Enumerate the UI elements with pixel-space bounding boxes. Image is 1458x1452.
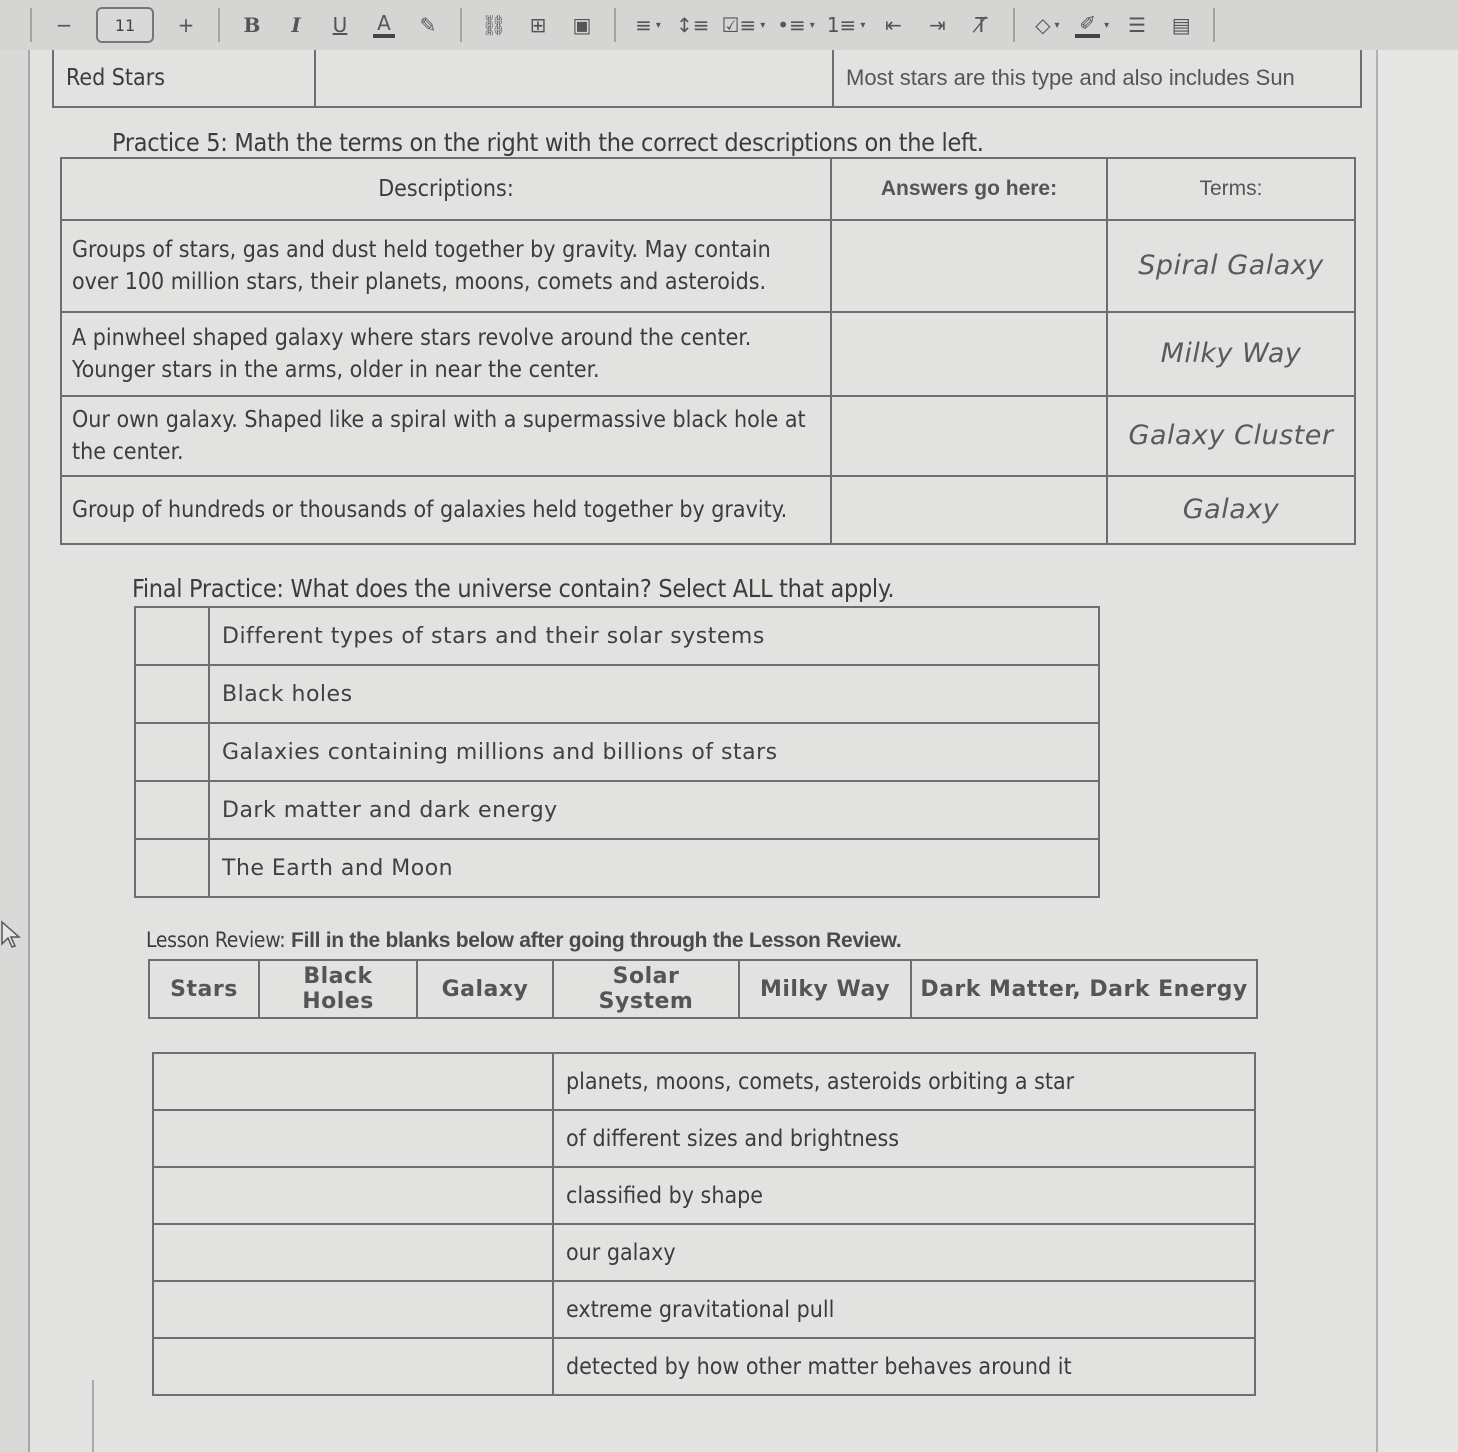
- select-checkbox-cell[interactable]: [135, 665, 209, 723]
- align-left-icon: ≡: [635, 13, 652, 37]
- pencil-icon: ✐: [1075, 12, 1100, 38]
- checklist-icon: ☑≡: [721, 13, 757, 37]
- final-practice-title: Final Practice: What does the universe contain? Select ALL that apply.: [132, 574, 895, 603]
- word-bank-item: Dark Matter, Dark Energy: [911, 960, 1257, 1018]
- blank-answer-cell[interactable]: [153, 1053, 553, 1110]
- underline-button[interactable]: U: [332, 13, 348, 37]
- toolbar-divider: [460, 8, 462, 42]
- table-cell[interactable]: Red Stars: [53, 50, 315, 107]
- table-cell[interactable]: [315, 50, 833, 107]
- clue-text: extreme gravitational pull: [553, 1281, 1255, 1338]
- table-row: [61, 396, 1355, 476]
- font-size-input[interactable]: 11: [96, 7, 154, 43]
- increase-indent-icon[interactable]: ⇥: [928, 13, 946, 37]
- table-row: [135, 723, 1099, 781]
- table-row: [153, 1338, 1255, 1395]
- blank-answer-cell[interactable]: [153, 1110, 553, 1167]
- page-margin-line: [28, 50, 30, 1452]
- clue-text: detected by how other matter behaves around it: [553, 1338, 1255, 1395]
- chevron-down-icon: ▾: [860, 19, 866, 31]
- answer-cell[interactable]: [831, 476, 1107, 544]
- text-color-icon: A: [373, 12, 395, 38]
- column-header-terms: Terms:: [1107, 158, 1355, 220]
- chevron-down-icon: ▾: [1054, 19, 1060, 31]
- bulleted-list-icon: •≡: [777, 13, 806, 37]
- term-cell: Galaxy Cluster: [1107, 396, 1355, 476]
- table-header-row: [61, 158, 1355, 220]
- page-margin-line: [1376, 50, 1378, 1452]
- table-row: [153, 1053, 1255, 1110]
- page-margin-line: [92, 1380, 94, 1452]
- table-row: [61, 476, 1355, 544]
- select-checkbox-cell[interactable]: [135, 723, 209, 781]
- blank-answer-cell[interactable]: [153, 1281, 553, 1338]
- select-checkbox-cell[interactable]: [135, 607, 209, 665]
- table-row: [135, 839, 1099, 897]
- insert-image-icon[interactable]: ▣: [572, 13, 592, 37]
- chevron-down-icon: ▾: [809, 19, 815, 31]
- page-gutter: [1378, 50, 1458, 1452]
- chevron-down-icon: ▾: [760, 19, 766, 31]
- clue-text: planets, moons, comets, asteroids orbiting a star: [553, 1053, 1255, 1110]
- toolbar-divider: [1213, 8, 1215, 42]
- table-cell[interactable]: Most stars are this type and also includes Sun: [833, 50, 1361, 107]
- option-text: Black holes: [209, 665, 1099, 723]
- table-row: [53, 50, 1361, 107]
- italic-button[interactable]: I: [291, 13, 301, 37]
- decrease-font-size-button[interactable]: −: [55, 13, 73, 37]
- column-header-answers: Answers go here:: [831, 158, 1107, 220]
- table-row: [153, 1167, 1255, 1224]
- term-cell: Galaxy: [1107, 476, 1355, 544]
- link-icon[interactable]: ⛓: [481, 13, 507, 37]
- description-cell: A pinwheel shaped galaxy where stars revolve around the center. Younger stars in the arms, older in near the center.: [61, 312, 831, 396]
- table-row: [153, 1110, 1255, 1167]
- clear-formatting-icon[interactable]: T̸: [975, 13, 988, 37]
- toolbar-divider: [1013, 8, 1015, 42]
- option-text: Dark matter and dark energy: [209, 781, 1099, 839]
- bulleted-list-button[interactable]: [777, 7, 815, 43]
- description-cell: Groups of stars, gas and dust held together by gravity. May contain over 100 million stars, their planets, moons, comets and asteroids.: [61, 220, 831, 312]
- word-bank-item: Milky Way: [739, 960, 911, 1018]
- table-row: [153, 1224, 1255, 1281]
- border-dash-icon[interactable]: ▤: [1171, 13, 1191, 37]
- toolbar-divider: [30, 8, 32, 42]
- word-bank-item: Black Holes: [259, 960, 417, 1018]
- word-bank-item: Solar System: [553, 960, 739, 1018]
- fill-in-blanks-table: [152, 1052, 1256, 1396]
- paint-bucket-icon: ◇: [1035, 13, 1051, 37]
- toolbar-divider: [614, 8, 616, 42]
- option-text: Different types of stars and their solar systems: [209, 607, 1099, 665]
- option-text: Galaxies containing millions and billions of stars: [209, 723, 1099, 781]
- lesson-review-prefix: Lesson Review:: [146, 928, 292, 952]
- numbered-list-button[interactable]: [827, 7, 866, 43]
- border-width-icon[interactable]: ☰: [1128, 13, 1147, 37]
- align-button[interactable]: [632, 7, 664, 43]
- clue-text: our galaxy: [553, 1224, 1255, 1281]
- bold-button[interactable]: B: [243, 13, 261, 37]
- chevron-down-icon: ▾: [655, 19, 661, 31]
- table-row: [61, 220, 1355, 312]
- answer-cell[interactable]: [831, 220, 1107, 312]
- formatting-toolbar: [0, 0, 1458, 50]
- checklist-button[interactable]: [722, 7, 766, 43]
- add-comment-icon[interactable]: ⊞: [529, 13, 547, 37]
- option-text: The Earth and Moon: [209, 839, 1099, 897]
- practice5-matching-table: [60, 157, 1356, 545]
- table-row: [135, 665, 1099, 723]
- table-row: [149, 960, 1257, 1018]
- clue-text: classified by shape: [553, 1167, 1255, 1224]
- word-bank-table: [148, 959, 1258, 1019]
- chevron-down-icon: ▾: [1104, 19, 1110, 31]
- increase-font-size-button[interactable]: +: [177, 13, 195, 37]
- text-color-button[interactable]: [368, 7, 400, 43]
- highlight-icon[interactable]: ✎: [419, 13, 437, 37]
- border-color-button[interactable]: [1075, 7, 1109, 43]
- answer-cell[interactable]: [831, 396, 1107, 476]
- lesson-review-instructions: Fill in the blanks below after going through the Lesson Review.: [291, 929, 902, 952]
- description-cell: Group of hundreds or thousands of galaxies held together by gravity.: [61, 476, 831, 544]
- column-header-descriptions: Descriptions:: [61, 158, 831, 220]
- table-row: [153, 1281, 1255, 1338]
- select-checkbox-cell[interactable]: [135, 781, 209, 839]
- clue-text: of different sizes and brightness: [553, 1110, 1255, 1167]
- mouse-pointer-icon: [0, 920, 24, 950]
- decrease-indent-icon[interactable]: ⇤: [884, 13, 902, 37]
- select-checkbox-cell[interactable]: [135, 839, 209, 897]
- numbered-list-icon: 1≡: [826, 13, 857, 37]
- term-cell: Spiral Galaxy: [1107, 220, 1355, 312]
- blank-answer-cell[interactable]: [153, 1167, 553, 1224]
- description-cell: Our own galaxy. Shaped like a spiral with a supermassive black hole at the center.: [61, 396, 831, 476]
- word-bank-item: Stars: [149, 960, 259, 1018]
- lesson-review-title: [146, 928, 901, 953]
- table-row: [135, 781, 1099, 839]
- star-types-table: [52, 50, 1362, 108]
- term-cell: Milky Way: [1107, 312, 1355, 396]
- toolbar-divider: [218, 8, 220, 42]
- word-bank-item: Galaxy: [417, 960, 553, 1018]
- answer-cell[interactable]: [831, 312, 1107, 396]
- table-row: [61, 312, 1355, 396]
- blank-answer-cell[interactable]: [153, 1338, 553, 1395]
- practice5-title: Practice 5: Math the terms on the right with the correct descriptions on the left.: [112, 128, 984, 157]
- table-row: [135, 607, 1099, 665]
- blank-answer-cell[interactable]: [153, 1224, 553, 1281]
- line-spacing-icon[interactable]: ↕≡: [676, 13, 710, 37]
- fill-color-button[interactable]: [1031, 7, 1063, 43]
- final-practice-table: [134, 606, 1100, 898]
